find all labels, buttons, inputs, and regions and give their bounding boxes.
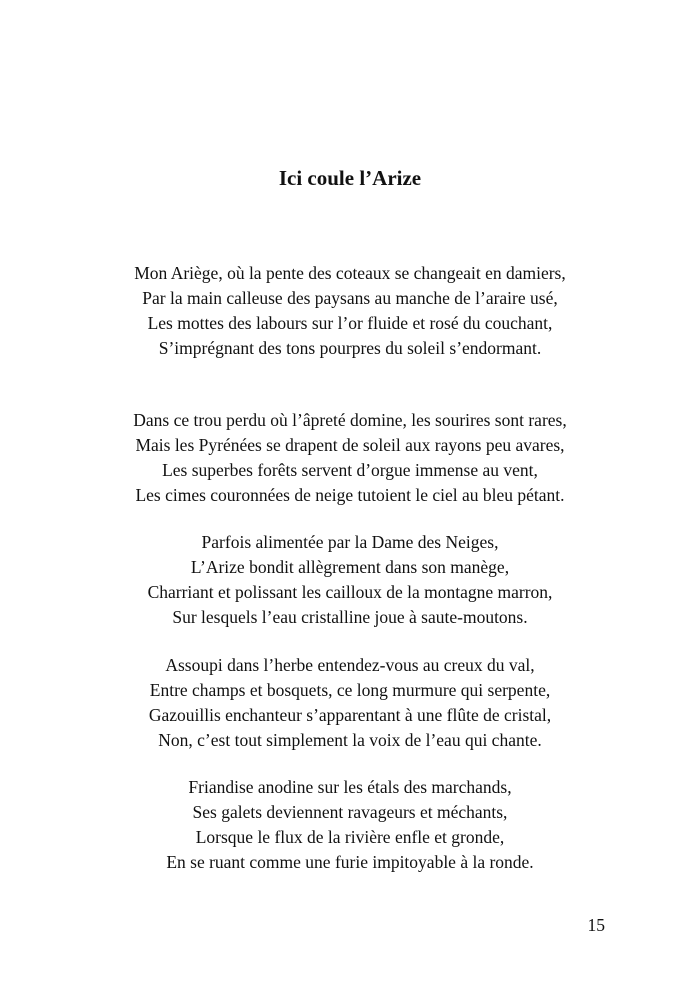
stanza-1 [20,261,680,361]
verse-line: Les cimes couronnées de neige tutoient le ciel au bleu pétant. [135,485,565,505]
verse-line: Les mottes des labours sur l’or fluide et rosé du couchant, [147,313,553,333]
stanza-5 [20,775,680,875]
verse-line: En se ruant comme une furie impitoyable à la ronde. [166,852,534,872]
verse-line: Mon Ariège, où la pente des coteaux se changeait en damiers, [134,263,566,283]
verse-line: Mais les Pyrénées se drapent de soleil aux rayons peu avares, [135,435,565,455]
verse-line: Sur lesquels l’eau cristalline joue à saute-moutons. [172,607,528,627]
verse-line: Assoupi dans l’herbe entendez-vous au creux du val, [165,655,535,675]
verse-line: S’imprégnant des tons pourpres du soleil s’endormant. [158,338,542,358]
verse-line: Entre champs et bosquets, ce long murmure qui serpente, [149,680,551,700]
verse-line: Non, c’est tout simplement la voix de l’eau qui chante. [158,730,542,750]
verse-line: L’Arize bondit allègrement dans son manège, [190,557,510,577]
verse-line: Charriant et polissant les cailloux de la montagne marron, [147,582,553,602]
verse-line: Parfois alimentée par la Dame des Neiges, [201,532,499,552]
verse-line: Ses galets deviennent ravageurs et méchants, [192,802,508,822]
poem-title: Ici coule l’Arize [278,166,422,190]
verse-line: Gazouillis enchanteur s’apparentant à une flûte de cristal, [148,705,552,725]
verse-line: Les superbes forêts servent d’orgue immense au vent, [162,460,538,480]
stanza-4 [20,653,680,753]
page-number: 15 [587,915,605,935]
stanza-2 [20,408,680,508]
stanza-3 [20,530,680,630]
verse-line: Dans ce trou perdu où l’âpreté domine, les sourires sont rares, [133,410,567,430]
verse-line: Lorsque le flux de la rivière enfle et gronde, [195,827,505,847]
verse-line: Friandise anodine sur les étals des marchands, [188,777,512,797]
verse-line: Par la main calleuse des paysans au manche de l’araire usé, [142,288,558,308]
